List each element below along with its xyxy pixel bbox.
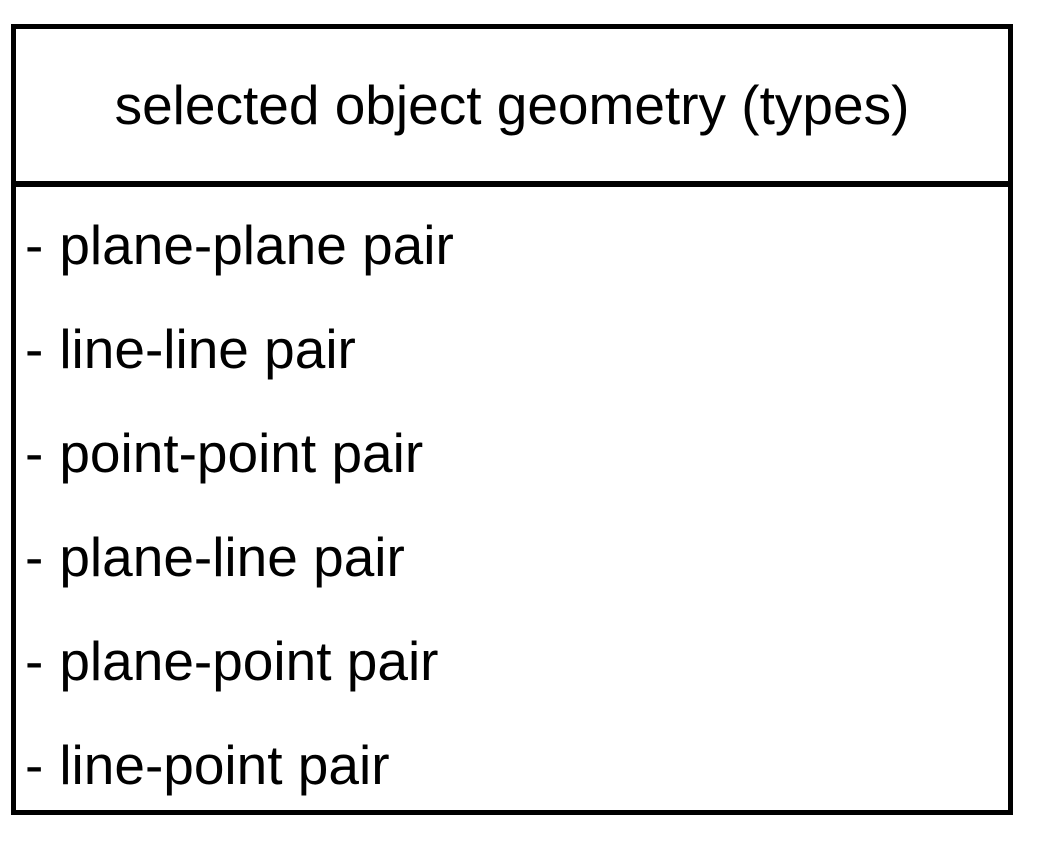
type-list bbox=[16, 187, 1008, 817]
type-label: plane-plane pair bbox=[59, 213, 454, 276]
type-list-item bbox=[25, 505, 1008, 609]
box-header-title: selected object geometry (types) bbox=[16, 29, 1008, 187]
dash-bullet: - bbox=[25, 525, 44, 588]
type-list-item bbox=[25, 713, 1008, 817]
type-label: line-line pair bbox=[59, 317, 356, 380]
type-label: line-point pair bbox=[59, 733, 390, 796]
dash-bullet: - bbox=[25, 733, 44, 796]
geometry-types-box bbox=[11, 24, 1013, 815]
type-list-item bbox=[25, 297, 1008, 401]
type-list-item bbox=[25, 401, 1008, 505]
dash-bullet: - bbox=[25, 317, 44, 380]
type-list-item bbox=[25, 609, 1008, 713]
type-label: plane-line pair bbox=[59, 525, 405, 588]
dash-bullet: - bbox=[25, 421, 44, 484]
dash-bullet: - bbox=[25, 629, 44, 692]
type-label: point-point pair bbox=[59, 421, 424, 484]
type-list-item bbox=[25, 193, 1008, 297]
dash-bullet: - bbox=[25, 213, 44, 276]
type-label: plane-point pair bbox=[59, 629, 439, 692]
